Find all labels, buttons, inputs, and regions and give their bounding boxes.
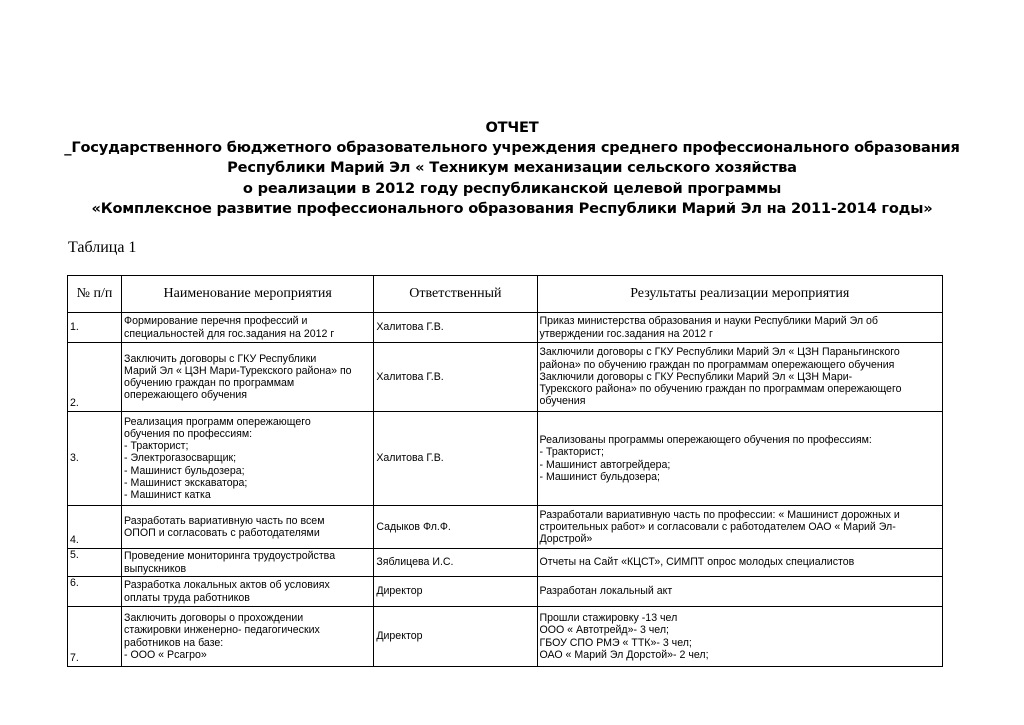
activity-line: - Тракторист; [124,440,189,453]
activity-cell [122,313,374,343]
result-cell [537,607,943,667]
activity-line: специальностей для гос.задания на 2012 г [124,327,335,340]
responsible-cell: Директор [374,577,537,607]
activity-cell [122,343,374,412]
result-line: Заключили договоры с ГКУ Республики Марий Эл « ЦЗН Параньгинского [539,346,900,359]
table-row [68,549,943,577]
activity-line: Заключить договоры с ГКУ Республики [124,352,317,365]
activity-line: Формирование перечня профессий и [124,315,308,328]
result-line: - Тракторист; [539,446,604,459]
title-line: Республики Марий Эл « Техникум механизации сельского хозяйства [227,159,797,177]
responsible-cell: Халитова Г.В. [374,412,537,506]
result-line: Турекского района» по обучению граждан по программам опережающего [539,383,902,396]
title-line: ОТЧЕТ [485,119,539,136]
activity-line: - Машинист катка [124,489,211,501]
result-line: ОАО « Марий Эл Дорстой»- 2 чел; [539,648,709,661]
responsible-cell: Директор [374,607,537,667]
result-line: Прошли стажировку -13 чел [539,612,678,625]
activity-line: обучения по профессиям: [124,427,253,440]
table-row [68,343,943,412]
activity-line: Заключить договоры о прохождении [124,612,304,625]
table-row [68,607,943,667]
activity-line: Реализация программ опережающего [124,415,311,428]
activity-line: оплаты труда работников [124,591,250,604]
responsible-cell: Садыков Фл.Ф. [374,506,537,549]
activity-line: - Электрогазосварщик; [124,452,237,465]
result-line: Реализованы программы опережающего обучения по профессиям: [539,434,872,447]
activity-line: Марий Эл « ЦЗН Мари-Турекского района» по [124,364,352,377]
activity-line: - ООО « Рсагро» [124,648,207,661]
column-header-num: № п/п [68,276,122,313]
result-cell [537,343,943,412]
activity-line: - Машинист бульдозера; [124,464,245,477]
row-number: 1. [68,313,122,343]
activity-line: - Машинист экскаватора; [124,476,248,489]
title-line: «Комплексное развитие профессионального образования Республики Марий Эл на 2011-2014 годы» [91,199,933,217]
result-cell [537,313,943,343]
result-cell [537,506,943,549]
table-row [68,313,943,343]
activity-line: ОПОП и согласовать с работодателями [124,527,320,539]
responsible-cell: Халитова Г.В. [374,313,537,343]
result-cell [537,412,943,506]
column-header-activity: Наименование мероприятия [122,276,374,313]
report-table [67,275,943,667]
result-cell [537,577,943,607]
result-line: - Машинист бульдозера; [539,470,660,483]
row-number: 7. [68,607,122,667]
row-number: 6. [68,577,122,607]
column-header-responsible: Ответственный [374,276,537,313]
activity-line: стажировки инженерно- педагогических [124,624,320,637]
activity-line: Проведение мониторинга трудоустройства [124,550,336,563]
result-line: района» по обучению граждан по программам опережающего обучения [539,358,895,371]
result-cell [537,549,943,577]
activity-cell [122,412,374,506]
activity-cell [122,549,374,577]
activity-line: работников на базе: [124,636,224,649]
result-line: Разработан локальный акт [539,585,673,598]
row-number: 2. [68,343,122,412]
table-header-row [68,276,943,313]
activity-line: выпускников [124,562,187,575]
result-line: обучения [539,395,586,408]
report-title [60,118,964,219]
result-line: строительных работ» и согласовали с работодателем ОАО « Марий Эл- [539,520,896,533]
responsible-cell: Зяблицева И.С. [374,549,537,577]
result-line: - Машинист автогрейдера; [539,458,671,471]
result-line: ГБОУ СПО РМЭ « ТТК»- 3 чел; [539,636,692,649]
result-line: Отчеты на Сайт «КЦСТ», СИМПТ опрос молодых специалистов [539,556,855,569]
activity-line: Разработка локальных актов об условиях [124,579,330,592]
table-row [68,577,943,607]
activity-cell [122,577,374,607]
activity-cell [122,607,374,667]
activity-cell [122,506,374,549]
result-line: утверждении гос.задания на 2012 г [539,327,713,340]
title-line: о реализации в 2012 году республиканской целевой программы [242,179,782,197]
result-line: Разработали вариативную часть по профессии: « Машинист дорожных и [539,508,900,521]
activity-line: опережающего обучения [124,389,248,402]
column-header-result: Результаты реализации мероприятия [537,276,943,313]
activity-line: Разработать вариативную часть по всем [124,514,325,527]
result-line: Приказ министерства образования и науки Республики Марий Эл об [539,315,878,328]
result-line: Заключили договоры с ГКУ Республики Марий Эл « ЦЗН Мари- [539,370,853,383]
activity-line: обучению граждан по программам [124,377,295,389]
table-row [68,506,943,549]
result-line: ООО « Автотрейд»- 3 чел; [539,624,669,637]
row-number: 5. [68,549,122,577]
responsible-cell: Халитова Г.В. [374,343,537,412]
title-line: _Государственного бюджетного образовательного учреждения среднего профессионального образования [64,139,960,157]
row-number: 3. [68,412,122,506]
table-row [68,412,943,506]
result-line: Дорстрой» [539,533,593,546]
row-number: 4. [68,506,122,549]
table-label: Таблица 1 [68,239,137,256]
